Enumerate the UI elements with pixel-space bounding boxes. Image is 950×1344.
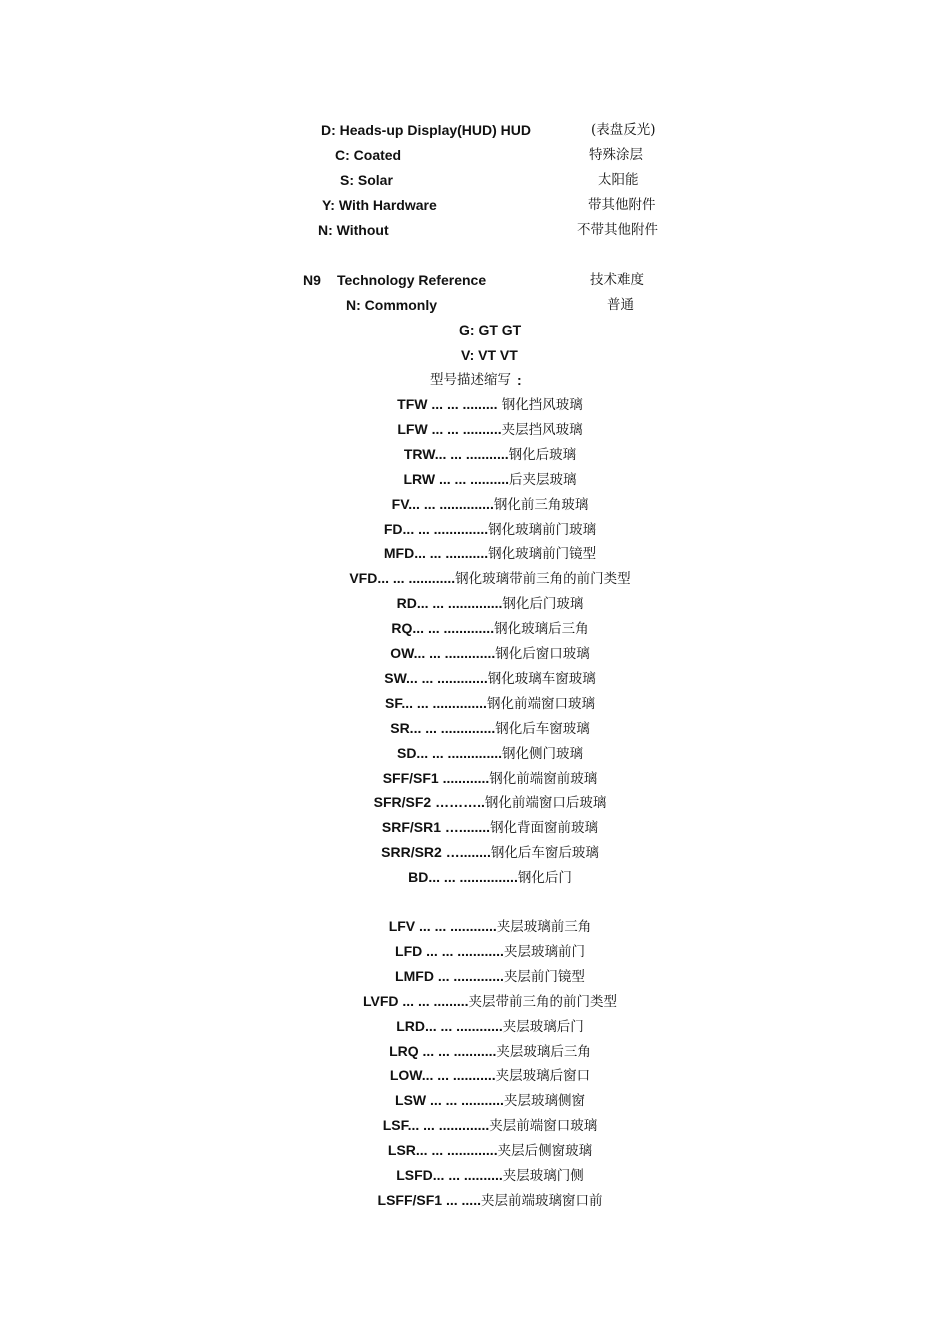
abbreviation-row (0, 418, 950, 440)
abbreviation-row (0, 542, 950, 564)
abbreviation-code: TRW... ... ........... (403, 445, 509, 462)
option-row-hardware (0, 194, 950, 216)
abbreviation-description: 钢化前端窗口玻璃 (486, 695, 595, 712)
abbreviation-code: LFV ... ... ............ (388, 918, 497, 934)
abbreviation-row (0, 1139, 950, 1161)
abbreviation-row (0, 567, 950, 589)
n9-cn: 技术难度 (590, 272, 644, 288)
abbreviation-description: 钢化玻璃前门玻璃 (488, 521, 597, 538)
abbreviation-description: 钢化背面窗前玻璃 (490, 820, 599, 837)
abbreviation-code: LFD ... ... ............ (395, 942, 504, 959)
abbreviation-row (0, 742, 950, 764)
abbreviation-row (0, 1114, 950, 1136)
abbreviation-row (0, 617, 950, 639)
abbreviation-code: LSFD... ... .......... (396, 1167, 503, 1183)
abbreviation-code: SFF/SF1 ............ (382, 769, 490, 786)
abbreviation-row (0, 841, 950, 863)
option-cn: 不带其他附件 (577, 222, 658, 238)
abbreviation-code: RD... ... .............. (396, 595, 503, 612)
abbreviation-row (0, 493, 950, 515)
abbreviation-code: BD... ... ............... (408, 869, 518, 886)
abbreviation-code: VFD... ... ............ (349, 570, 456, 587)
abbreviation-row (0, 642, 950, 664)
abbreviation-description: 钢化后门玻璃 (502, 596, 584, 613)
abbreviation-description: 钢化侧门玻璃 (502, 745, 584, 762)
vt-row (0, 344, 950, 366)
vt-label: V: VT VT (461, 347, 518, 363)
abbreviation-description: 夹层玻璃后门 (502, 1018, 584, 1035)
option-label: Y: With Hardware (322, 197, 437, 213)
abbreviation-row (0, 518, 950, 540)
abbreviation-description: 钢化玻璃车窗玻璃 (487, 670, 596, 687)
abbreviation-code: FD... ... .............. (383, 520, 489, 537)
commonly-label: N: Commonly (346, 297, 437, 313)
gt-row (0, 319, 950, 341)
abbreviation-description: 后夹层玻璃 (509, 471, 577, 488)
abbr-title-row (0, 369, 950, 391)
abbreviation-description: 夹层玻璃侧窗 (503, 1093, 585, 1110)
option-cn: 太阳能 (598, 172, 639, 188)
abbreviation-code: SR... ... .............. (390, 719, 496, 736)
abbreviation-code: SW... ... ............. (384, 669, 488, 686)
abbreviation-description: 夹层玻璃后窗口 (495, 1068, 591, 1085)
abbreviation-code: SD... ... .............. (396, 744, 503, 761)
abbreviation-code: LMFD ... ............. (395, 967, 504, 984)
abbreviation-code: LVFD ... ... ......... (362, 992, 469, 1009)
abbreviation-description: 钢化后门 (517, 870, 572, 887)
abbreviation-description: 夹层后侧窗玻璃 (497, 1143, 593, 1160)
option-row-solar (0, 169, 950, 191)
abbreviation-description: 夹层玻璃后三角 (496, 1043, 591, 1060)
commonly-row (0, 294, 950, 316)
abbreviation-description: 钢化玻璃后三角 (494, 621, 589, 638)
abbreviation-row (0, 1089, 950, 1111)
abbreviation-description: 夹层带前三角的前门类型 (468, 993, 618, 1010)
abbreviation-description: 钢化后窗口玻璃 (495, 646, 590, 662)
abbreviation-description: 夹层前门镜型 (503, 968, 585, 985)
abbreviation-row (0, 1164, 950, 1186)
abbreviation-row (0, 692, 950, 714)
abbreviation-row (0, 1189, 950, 1211)
abbreviation-description: 钢化前三角玻璃 (493, 496, 589, 513)
option-cn: 带其他附件 (588, 197, 656, 213)
abbreviation-code: LSFF/SF1 ... ..... (377, 1191, 481, 1208)
abbreviation-description: 夹层玻璃门侧 (502, 1168, 584, 1184)
abbreviation-code: SFR/SF2 ……….. (373, 794, 485, 811)
abbreviation-code: TFW ... ... ......... (397, 396, 498, 412)
option-row-coated (0, 144, 950, 166)
abbreviation-code: LRW ... ... .......... (403, 470, 510, 487)
abbreviation-row (0, 717, 950, 739)
abbreviation-description: 夹层前端玻璃窗口前 (480, 1192, 603, 1209)
abbreviation-code: LFW ... ... .......... (397, 420, 502, 437)
n9-row (0, 269, 950, 291)
abbreviation-code: RQ... ... ............. (391, 620, 495, 637)
abbreviation-description: 钢化玻璃带前三角的前门类型 (455, 571, 631, 588)
abbreviation-code: SF... ... .............. (385, 694, 487, 711)
abbreviation-description: 夹层玻璃前门 (503, 943, 585, 960)
option-cn: 特殊涂层 (589, 147, 643, 163)
abbreviation-row (0, 468, 950, 490)
abbr-colon: : (517, 372, 522, 388)
abbreviation-code: MFD... ... ........... (383, 545, 489, 562)
abbreviation-row (0, 592, 950, 614)
option-label: N: Without (318, 222, 389, 238)
option-cn: (表盘反光) (591, 122, 656, 138)
abbreviation-row (0, 791, 950, 813)
abbreviation-code: OW... ... ............. (390, 645, 496, 661)
abbreviation-description: 钢化后玻璃 (508, 446, 577, 463)
abbreviation-description: 钢化玻璃前门镜型 (488, 546, 597, 563)
abbreviation-code: LOW... ... ........... (389, 1067, 496, 1084)
abbreviation-description: 夹层挡风玻璃 (501, 421, 583, 438)
abbreviation-row (0, 965, 950, 987)
abbreviation-code: LRQ ... ... ........... (389, 1042, 497, 1059)
abbreviation-code: SRR/SR2 …........ (381, 844, 491, 861)
abbreviation-row (0, 393, 950, 415)
abbreviation-code: FV... ... .............. (391, 495, 494, 512)
option-label: D: Heads-up Display(HUD) HUD (321, 122, 532, 138)
abbreviation-row (0, 767, 950, 789)
abbreviation-row (0, 866, 950, 888)
option-row-without (0, 219, 950, 241)
abbreviation-code: LSR... ... ............. (387, 1142, 498, 1159)
abbreviation-description: 夹层前端窗口玻璃 (489, 1118, 598, 1135)
option-label: S: Solar (340, 172, 393, 188)
abbreviation-row (0, 990, 950, 1012)
abbreviation-description: 钢化挡风玻璃 (497, 397, 583, 413)
abbreviation-row (0, 667, 950, 689)
abbreviation-code: LSW ... ... ........... (395, 1092, 504, 1109)
abbreviation-row (0, 1015, 950, 1037)
abbreviation-description: 钢化后车窗后玻璃 (490, 845, 599, 862)
abbreviation-description: 钢化后车窗玻璃 (495, 720, 590, 737)
abbreviation-code: LSF... ... ............. (382, 1117, 490, 1134)
abbreviation-row (0, 940, 950, 962)
abbreviation-description: 钢化前端窗口后玻璃 (484, 795, 607, 812)
abbreviation-description: 钢化前端窗前玻璃 (489, 770, 598, 787)
n9-code: N9 (303, 272, 321, 288)
abbreviation-row (0, 915, 950, 937)
gt-label: G: GT GT (459, 322, 522, 338)
abbreviation-row (0, 443, 950, 465)
abbreviation-row (0, 816, 950, 838)
n9-label: Technology Reference (337, 272, 487, 288)
abbreviation-description: 夹层玻璃前三角 (496, 919, 592, 935)
abbreviation-code: LRD... ... ............ (396, 1017, 503, 1034)
option-label: C: Coated (335, 147, 402, 163)
abbreviation-row (0, 1064, 950, 1086)
option-row-hud (0, 119, 950, 141)
abbreviation-code: SRF/SR1 …........ (381, 819, 491, 836)
abbr-title: 型号描述缩写 (430, 372, 511, 388)
abbreviation-row (0, 1040, 950, 1062)
commonly-cn: 普通 (607, 297, 634, 313)
